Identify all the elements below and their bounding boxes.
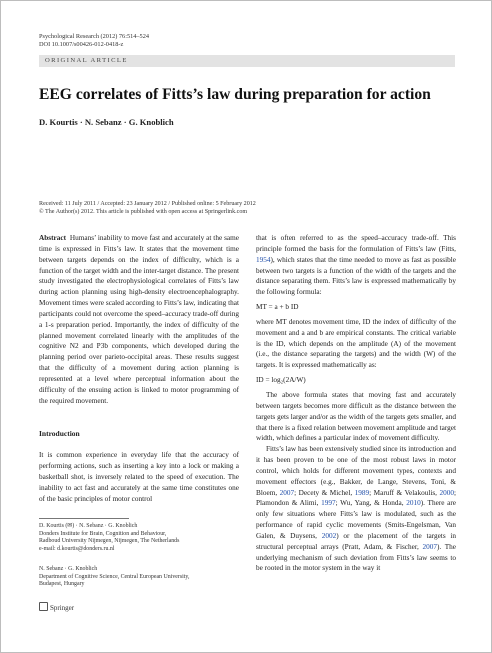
doi: DOI 10.1007/s00426-012-0418-z <box>39 41 124 49</box>
affiliation-1: D. Kourtis (✉) · N. Sebanz · G. Knoblich Donders Institute for Brain, Cognition and Behaviour, Radboud University Nijmegen, Nijmegen, The Netherlands e-mail: d.kourtis@donders.ru.nl <box>39 523 244 554</box>
citation-link[interactable]: 2010 <box>406 499 421 508</box>
citation-link[interactable]: 2000 <box>439 488 454 497</box>
publisher-mark <box>39 601 74 612</box>
footnote-rule <box>39 518 129 519</box>
affiliation-names: D. Kourtis (✉) · N. Sebanz · G. Knoblich <box>39 523 138 529</box>
abstract-label: Abstract <box>39 234 66 242</box>
author-list: D. Kourtis · N. Sebanz · G. Knoblich <box>39 117 174 127</box>
citation-link[interactable]: 2007 <box>422 542 437 551</box>
article-title: EEG correlates of Fitts’s law during preparation for action <box>39 86 431 103</box>
abstract-text: Humans’ inability to move fast and accurately at the same time is expressed in Fitts’s law. It states that the movement time between targets depends on the index of difficulty, which is a function of the target width and the inter-target distance. The present study investigated the electrophysiological correlates of Fitts’s law during action planning using high-density electroencephalography. Movement times were scaled according to Fitts’s law, indicating that participants could not overcome the speed–accuracy trade-off during a 1-s preparation period. Importantly, the index of difficulty of the planned movement correlated linearly with the amplitudes of the cognitive N2 and P3b components, which developed during the planning period over parieto-occipital areas. These results suggest that the difficulty of a movement during action planning is represented at a level where perceptual information about the difficulty of the ensuing action is linked to motor programming of the required movement. <box>39 234 240 405</box>
copyright-line: © The Author(s) 2012. This article is published with open access at Springerlink.com <box>39 209 248 216</box>
introduction-heading: Introduction <box>39 428 80 438</box>
right-paragraph-1: that is often referred to as the speed–accuracy trade-off. This principle formed the basis for the formulation of Fitts’s law (Fitts, 1954), which states that the time needed to move as fast as possible between two targets is a function of the width of the targets and the distance separating them. Fitts’s law is expressed mathematically by the following formula: <box>256 234 456 297</box>
right-paragraph-3: The above formula states that moving fast and accurately between targets becomes more difficult as the distance between the targets gets larger and/or as the width of the targets gets smaller, and that there is a fixed relation between movement amplitude and target width, which defines a particular index of movement difficulty. <box>256 390 456 443</box>
right-paragraph-2: where MT denotes movement time, ID the index of difficulty of the movement and a and b are empirical constants. The critical variable is the ID, which depends on the amplitude (A) of the movement (i.e., the distance separating the targets) and the width (W) of the targets. It is expressed mathematically as: <box>256 317 456 370</box>
received-accepted-line: Received: 11 July 2011 / Accepted: 23 January 2012 / Published online: 5 February 2012 <box>39 201 256 207</box>
id-formula: ID = log₂(2A/W) <box>256 376 306 385</box>
intro-paragraph: It is common experience in everyday life that the accuracy of performing actions, such as inserting a key into a lock or making a basketball shot, is inversely related to the speed of execution. The inability to act fast and accurately at the same time constitutes one of the basic principles of motor control <box>39 451 239 503</box>
affiliation-2: N. Sebanz · G. Knoblich Department of Cognitive Science, Central European University, Budapest, Hungary <box>39 566 244 589</box>
publication-dates <box>39 200 256 216</box>
right-column <box>256 233 456 574</box>
affiliation-names: N. Sebanz · G. Knoblich <box>39 566 98 572</box>
abstract <box>39 233 239 407</box>
left-column <box>39 233 239 505</box>
citation-link[interactable]: 1954 <box>256 255 271 264</box>
springer-logo-icon <box>39 602 48 611</box>
publisher-name: Springer <box>50 604 75 612</box>
journal-header <box>39 33 149 50</box>
section-label: ORIGINAL ARTICLE <box>45 57 128 64</box>
citation-link[interactable]: 1997 <box>321 499 336 508</box>
journal-citation: Psychological Research (2012) 76:514–524 <box>39 33 149 40</box>
fitts-formula: MT = a + b ID <box>256 303 299 312</box>
citation-link[interactable]: 1989 <box>354 488 370 497</box>
citation-link[interactable]: 2002 <box>321 531 337 540</box>
author-email: e-mail: d.kourtis@donders.ru.nl <box>39 546 115 553</box>
section-bar <box>39 55 455 67</box>
right-paragraph-4: Fitts’s law has been extensively studied since its introduction and it has been proven to be one of the most robust laws in motor control, which holds for different movement types, contexts and movement effectors (e.g., Bakker, de Lange, Stevens, Toni, & Bloem, 2007; Decety & Michel, 1989; Maruff & Velakoulis, 2000; Plamondon & Alimi, 1997; Wu, Yang, & Honda, 2010). There are only few situations where Fitts’s law is modulated, such as the performance of rapid cyclic movements (Smits-Engelsman, Van Galen, & Duysens, 2002) or the placement of the targets in structural perceptual arrays (Pratt, Adam, & Fischer, 2007). The underlying mechanism of such deviation from Fitts’s law seems to be rooted in the motor system in the way it <box>256 445 456 573</box>
citation-link[interactable]: 2007 <box>279 488 295 497</box>
